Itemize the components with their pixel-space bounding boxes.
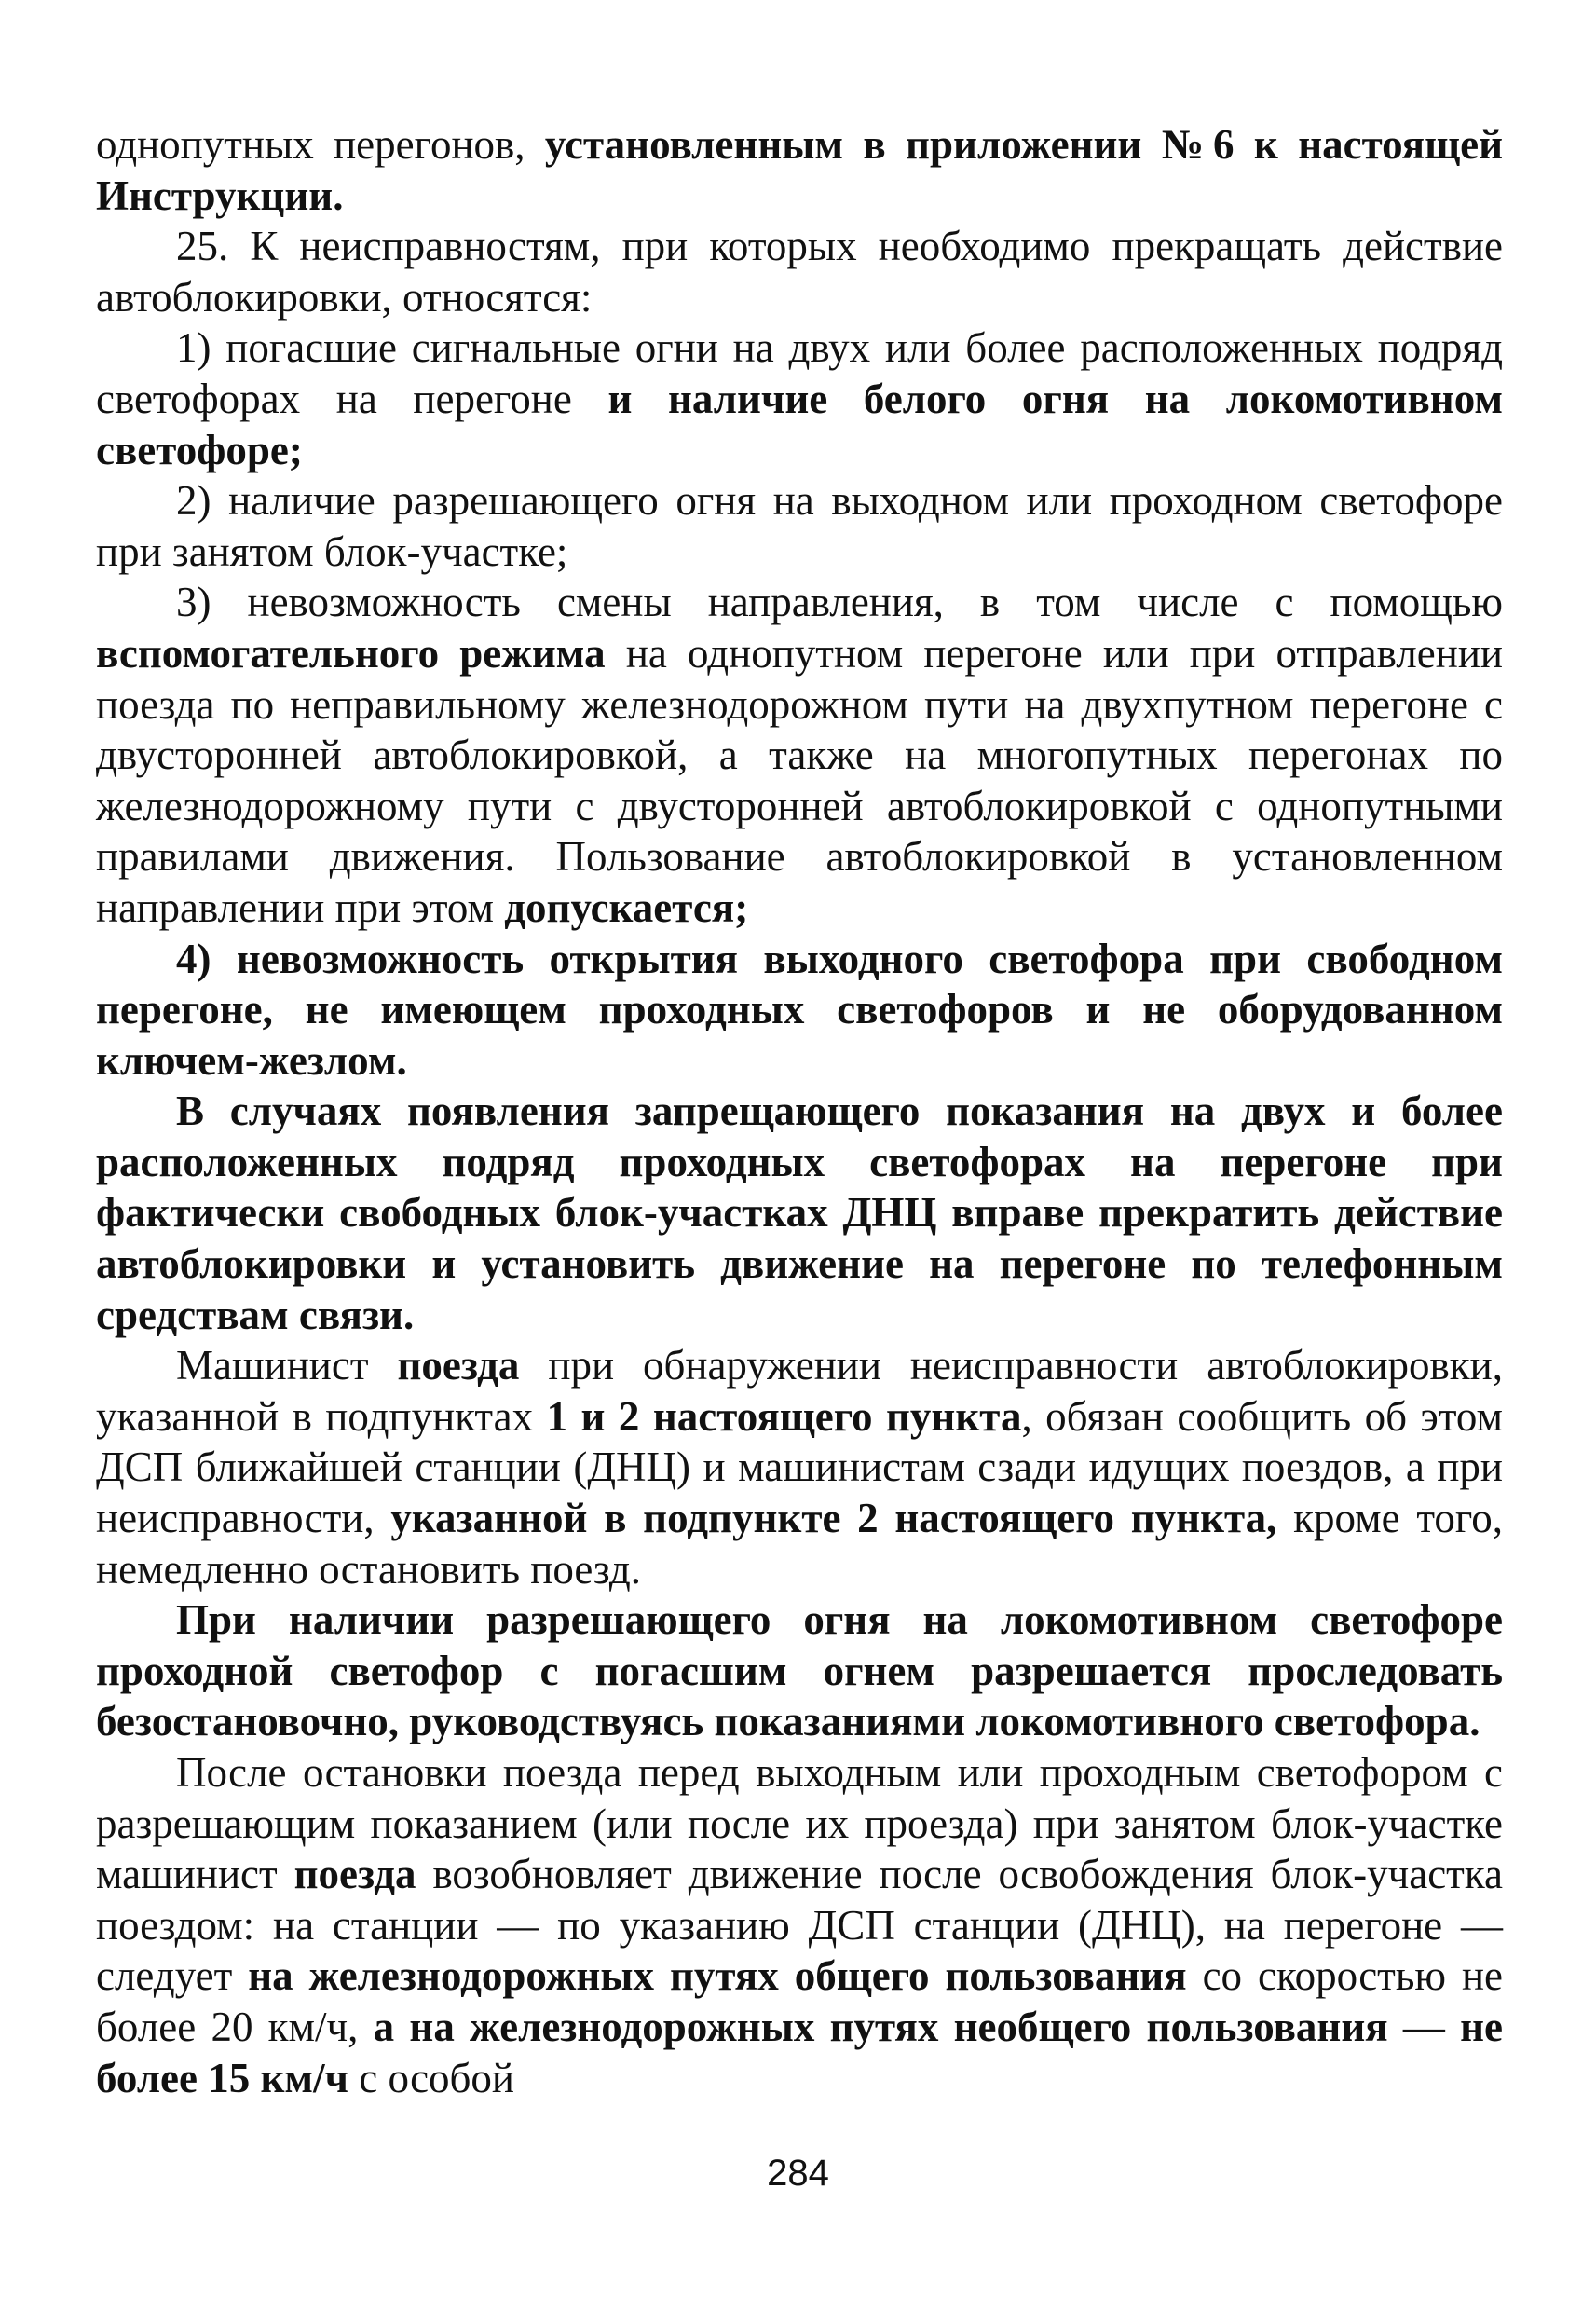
paragraph — [96, 221, 1503, 322]
bold-text-run: на железнодорожных путях общего пользования — [248, 1952, 1187, 2000]
page-number: 284 — [767, 2153, 829, 2194]
text-run: при обнаружении неисправности автоблокировки, указанной в подпунктах — [96, 1342, 1503, 1440]
bold-text-run: поезда — [293, 1851, 416, 1898]
bold-text-run: а на железнодорожных путях необщего пользования — не более 15 км/ч — [96, 2003, 1503, 2101]
bold-text-run: допускается; — [504, 883, 749, 931]
text-run: с особой — [348, 2054, 515, 2101]
paragraph — [96, 1594, 1503, 1747]
bold-text-run: установленным в приложении №6 к настоящей Инструкции. — [96, 121, 1503, 219]
paragraph — [96, 1340, 1503, 1594]
text-run: Машинист — [176, 1342, 398, 1389]
paragraph — [96, 475, 1503, 577]
text-run: на однопутном перегоне или при отправлении поезда по неправильному железнодорожном пути на двухпутном перегоне с двусторонней автоблокировкой, а также на многопутных перегонах по железнодорожному пути с двусторонней автоблокировкой с однопутными правилами движения. Пользование автоблокировкой в установленном направлении при этом — [96, 629, 1503, 931]
bold-text-run: 1 и 2 настоящего пункта — [546, 1392, 1022, 1440]
text-run: 2) наличие разрешающего огня на выходном или проходном светофоре при занятом блок-участке; — [96, 477, 1503, 575]
bold-text-run: При наличии разрешающего огня на локомотивном светофоре проходной светофор с погасшим огнем разрешается проследовать безостановочно, руководствуясь показаниями локомотивного светофора. — [96, 1596, 1503, 1745]
paragraph — [96, 119, 1503, 221]
paragraph — [96, 1086, 1503, 1340]
text-run: , обязан сообщить об этом ДСП ближайшей станции (ДНЦ) и машинистам сзади идущих поездов, а при неисправности, — [96, 1392, 1504, 1542]
paragraph — [96, 934, 1503, 1087]
bold-text-run: указанной в подпункте 2 настоящего пункта, — [390, 1495, 1277, 1542]
text-run: 25. К неисправностям, при которых необходимо прекращать действие автоблокировки, относятся: — [96, 223, 1503, 321]
text-run: 1) погасшие сигнальные огни на двух или более расположенных подряд светофорах на перегоне — [96, 324, 1503, 422]
bold-text-run: поезда — [397, 1342, 520, 1389]
bold-text-run: 4) невозможность открытия выходного светофора при свободном перегоне, не имеющем проходных светофоров и не оборудованном ключем-жезлом. — [96, 935, 1503, 1084]
document-page — [96, 119, 1503, 2103]
paragraph — [96, 577, 1503, 933]
bold-text-run: В случаях появления запрещающего показания на двух и более расположенных подряд проходных светофорах на перегоне при фактически свободных блок-участках ДНЦ вправе прекратить действие автоблокировки и установить движение на перегоне по телефонным средствам связи. — [96, 1088, 1503, 1338]
text-run: возобновляет движение после освобождения блок-участка поездом: на станции — по указанию ДСП станции (ДНЦ), на перегоне — следует — [96, 1851, 1503, 2000]
text-run: кроме того, немедленно остановить поезд. — [96, 1495, 1503, 1593]
bold-text-run: вспомогательного режима — [96, 629, 606, 677]
text-run: со скоростью не более 20 км/ч, — [96, 1952, 1504, 2050]
paragraph — [96, 322, 1503, 475]
text-run: После остановки поезда перед выходным или проходным светофором с разрешающим показанием (или после их проезда) при занятом блок-участке машинист — [96, 1749, 1503, 1898]
paragraph — [96, 1747, 1503, 2103]
bold-text-run: и наличие белого огня на локомотивном светофоре; — [96, 375, 1504, 473]
text-run: однопутных перегонов, — [96, 121, 545, 168]
text-run: 3) невозможность смены направления, в том числе с помощью — [176, 579, 1503, 626]
